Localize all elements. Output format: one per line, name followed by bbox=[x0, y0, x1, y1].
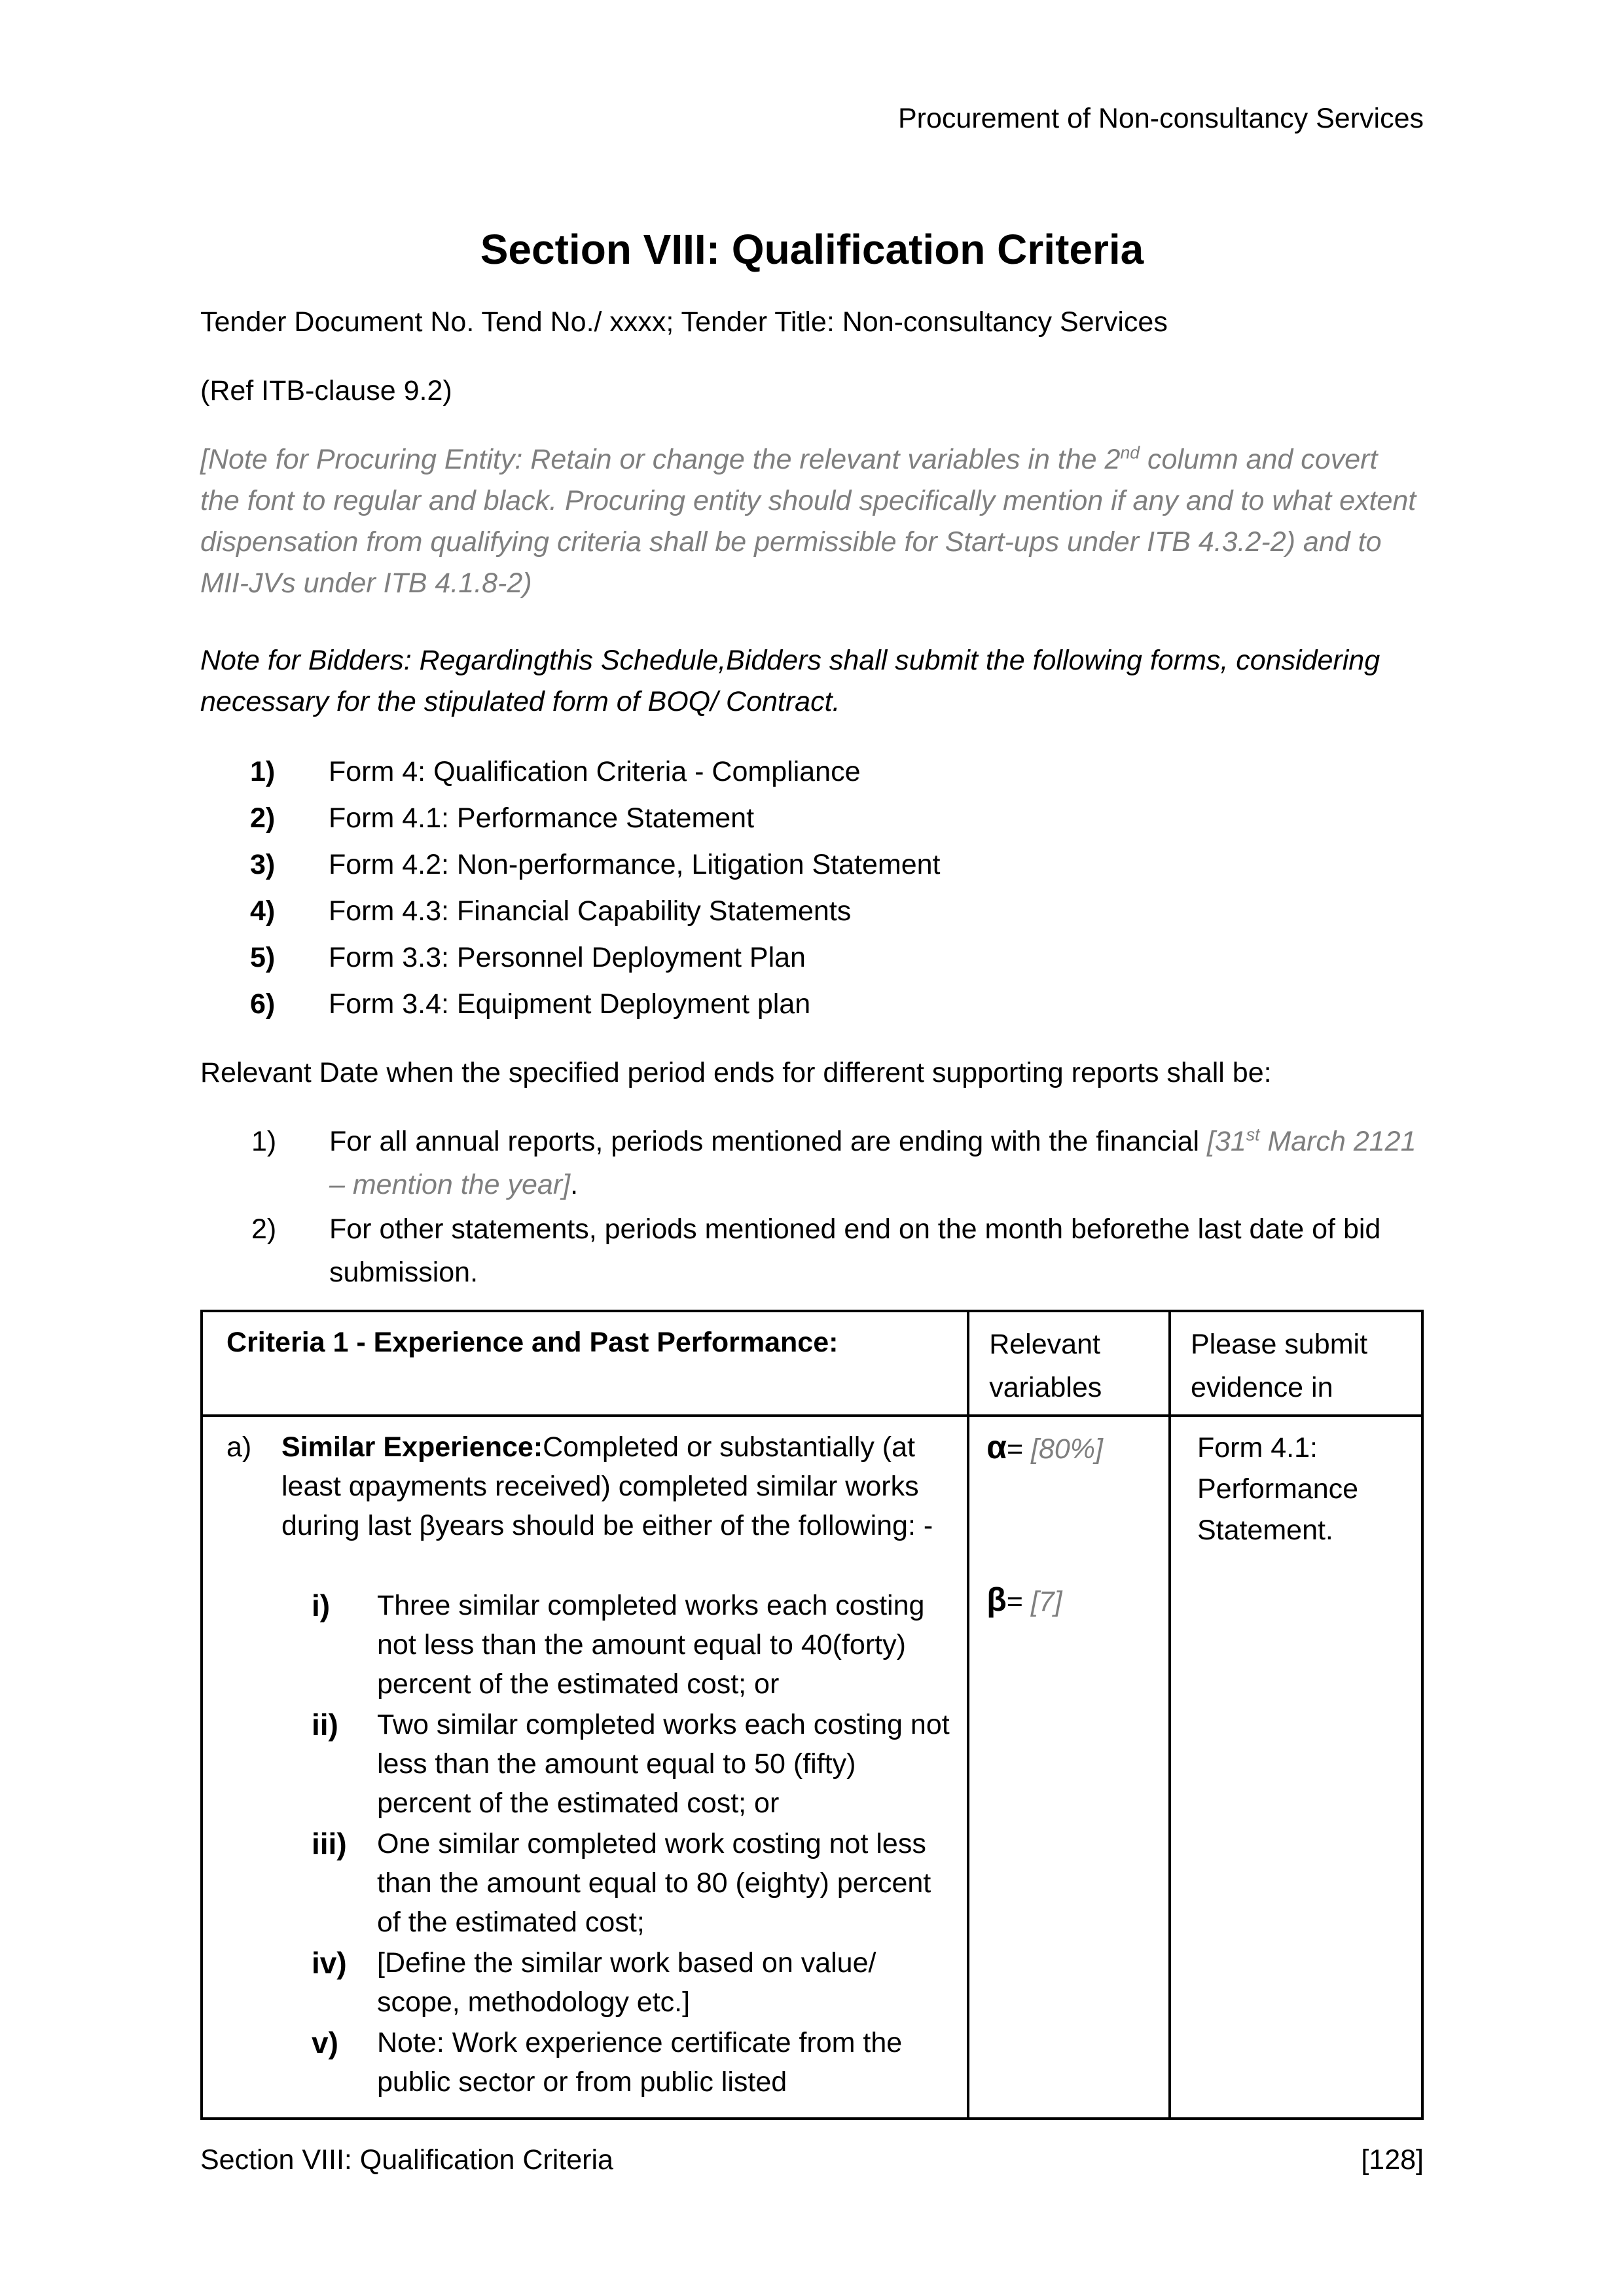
bidders-note: Note for Bidders: Regardingthis Schedule,Bidders shall submit the following forms, considering necessary for the stipulated form of BOQ/ Contract. bbox=[200, 645, 1380, 717]
list-item-text: Form 4.3: Financial Capability Statements bbox=[329, 895, 852, 927]
tender-line: Tender Document No. Tend No./ xxxx; Tender Title: Non-consultancy Services bbox=[200, 306, 1168, 338]
variables-cell bbox=[968, 1416, 1170, 2119]
header-cell-relevant-variables: Relevant variables bbox=[968, 1311, 1170, 1416]
list-item bbox=[200, 891, 1424, 932]
subitem-text: [Define the similar work based on value/ scope, methodology etc.] bbox=[377, 1947, 876, 2018]
criteria-table bbox=[200, 1310, 1424, 2120]
footer-section-label: Section VIII: Qualification Criteria bbox=[200, 2144, 613, 2176]
procuring-note-superscript: nd bbox=[1120, 442, 1140, 463]
subitem-text: Two similar completed works each costing not less than the amount equal to 50 (fifty) percent of the estimated cost; or bbox=[377, 1709, 950, 1819]
list-item bbox=[200, 937, 1424, 978]
criteria-lead bbox=[226, 1427, 954, 1545]
item1-gray-part1: [31 bbox=[1206, 1126, 1246, 1157]
subitem-marker: iv) bbox=[312, 1946, 347, 1980]
list-item-text: Form 4: Qualification Criteria - Compliance bbox=[329, 756, 861, 787]
running-header-text: Procurement of Non-consultancy Services bbox=[897, 103, 1424, 134]
criteria-lead-text bbox=[281, 1427, 954, 1545]
list-item-text: Form 4.1: Performance Statement bbox=[329, 802, 755, 834]
list-item bbox=[200, 1120, 1424, 1206]
running-header bbox=[200, 98, 1424, 139]
subitem-text: Three similar completed works each costing not less than the amount equal to 40(forty) percent of the estimated cost; or bbox=[377, 1590, 925, 1700]
beta-equals: = bbox=[1006, 1586, 1031, 1617]
list-item-number: 5) bbox=[250, 942, 276, 973]
subitem-text: One similar completed work costing not less than the amount equal to 80 (eighty) percent of the estimated cost; bbox=[377, 1828, 931, 1938]
subitem-marker: ii) bbox=[312, 1708, 338, 1742]
list-item-number: 2) bbox=[251, 1213, 277, 1245]
subitem-marker: iii) bbox=[312, 1827, 347, 1861]
procuring-note-part2: column and covert the font to regular and black. Procuring entity should specifically mention if any and to what extent dispensation from qualifying criteria shall be permissible for Start-ups under ITB 4.3.2-2) and to MII-JVs under ITB 4.1.8-2) bbox=[200, 444, 1416, 599]
footer-page-number: [128] bbox=[1361, 2144, 1424, 2176]
subitem-marker: i) bbox=[312, 1588, 331, 1623]
list-item bbox=[200, 1208, 1424, 1294]
procuring-entity-note bbox=[200, 439, 1424, 604]
list-item bbox=[200, 751, 1424, 793]
list-item bbox=[200, 844, 1424, 886]
list-item-number: 4) bbox=[250, 895, 276, 927]
ref-itb-line: (Ref ITB-clause 9.2) bbox=[200, 375, 452, 406]
list-item-text bbox=[329, 1120, 1424, 1206]
list-item-number: 3) bbox=[250, 849, 276, 880]
variable-alpha bbox=[986, 1427, 1161, 1469]
alpha-value: [80%] bbox=[1031, 1433, 1103, 1465]
list-item-number: 1) bbox=[251, 1126, 277, 1157]
criteria-subitem bbox=[312, 1705, 954, 1823]
subitem-marker: v) bbox=[312, 2026, 338, 2060]
subitem-text: Note: Work experience certificate from the public sector or from public listed bbox=[377, 2027, 903, 2098]
page-footer bbox=[200, 2140, 1424, 2181]
item1-gray-part2: March 2121 – mention the year] bbox=[329, 1126, 1416, 1200]
list-item-text: Form 3.4: Equipment Deployment plan bbox=[329, 988, 811, 1020]
list-item-number: 2) bbox=[250, 802, 276, 834]
beta-symbol: β bbox=[986, 1581, 1007, 1618]
item1-gray-superscript: st bbox=[1246, 1124, 1260, 1145]
item1-black-end: . bbox=[570, 1169, 579, 1200]
criteria-lead-bold: Similar Experience: bbox=[281, 1431, 543, 1463]
criteria-lead-rest: Completed or substantially (at least αpayments received) completed similar works during last βyears should be either of the following: - bbox=[281, 1431, 933, 1541]
list-item bbox=[200, 798, 1424, 839]
evidence-cell: Form 4.1: Performance Statement. bbox=[1170, 1416, 1422, 2119]
list-item-text: Form 4.2: Non-performance, Litigation Statement bbox=[329, 849, 941, 880]
criteria-subitem bbox=[312, 1586, 954, 1704]
criteria-marker: a) bbox=[226, 1431, 252, 1463]
list-item-number: 6) bbox=[250, 988, 276, 1020]
item1-black-part: For all annual reports, periods mentioned are ending with the financial bbox=[329, 1126, 1207, 1157]
criteria-subitem bbox=[312, 1943, 954, 2022]
table-header-row bbox=[202, 1311, 1422, 1416]
page-title: Section VIII: Qualification Criteria bbox=[480, 226, 1144, 273]
criteria-cell bbox=[202, 1416, 968, 2119]
header-cell-evidence: Please submit evidence in bbox=[1170, 1311, 1422, 1416]
list-item-number: 1) bbox=[250, 756, 276, 787]
list-item-text: Form 3.3: Personnel Deployment Plan bbox=[329, 942, 806, 973]
alpha-symbol: α bbox=[986, 1429, 1007, 1465]
variable-beta bbox=[986, 1580, 1161, 1621]
forms-list bbox=[200, 751, 1424, 1025]
criteria-subitem bbox=[312, 2023, 954, 2102]
header-cell-criteria: Criteria 1 - Experience and Past Performance: bbox=[202, 1311, 968, 1416]
list-item bbox=[200, 984, 1424, 1025]
list-item-text: For other statements, periods mentioned end on the month beforethe last date of bid submission. bbox=[329, 1213, 1381, 1288]
beta-value: [7] bbox=[1030, 1586, 1062, 1617]
procuring-note-part1: [Note for Procuring Entity: Retain or change the relevant variables in the 2 bbox=[200, 444, 1121, 475]
relevant-date-heading: Relevant Date when the specified period ends for different supporting reports shall be: bbox=[200, 1057, 1272, 1088]
table-row bbox=[202, 1416, 1422, 2119]
relevant-date-list bbox=[200, 1120, 1424, 1294]
alpha-equals: = bbox=[1006, 1433, 1032, 1465]
criteria-subitem bbox=[312, 1824, 954, 1942]
